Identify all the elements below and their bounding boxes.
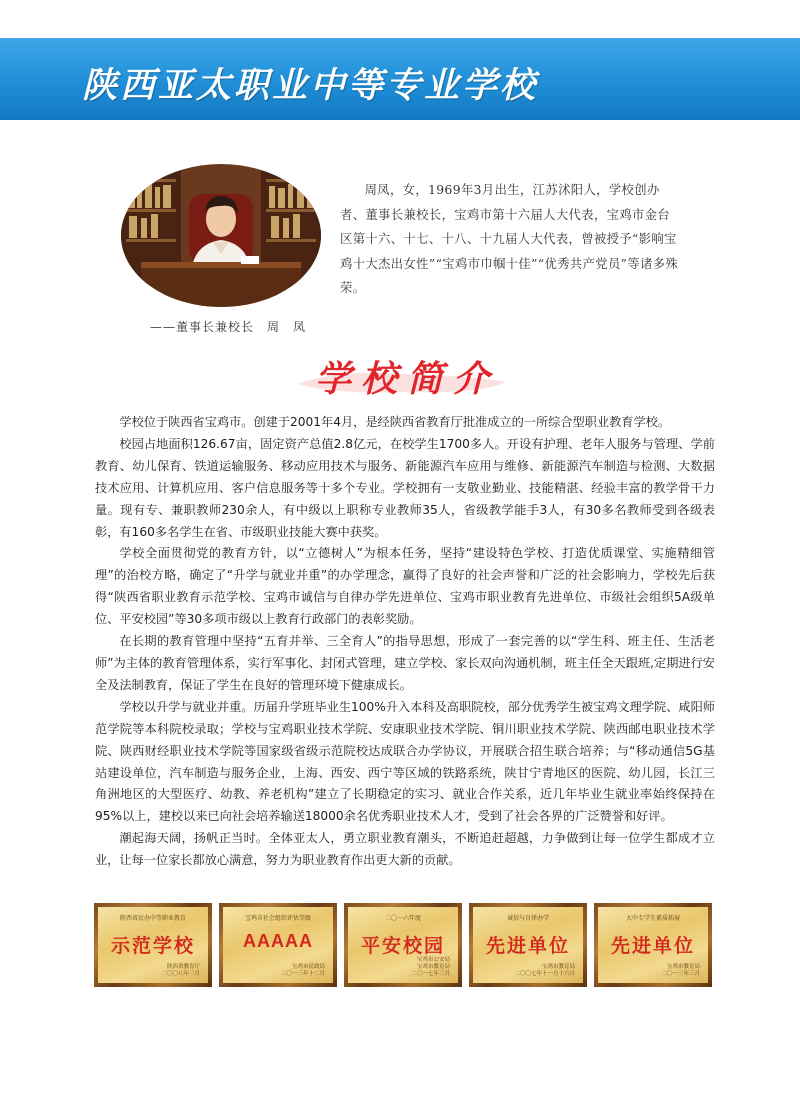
award-plaque (469, 903, 587, 987)
intro-paragraph: 学校全面贯彻党的教育方针，以“立德树人”为根本任务，坚持“建设特色学校、打造优质课堂、实施精细管理”的治校方略，确定了“升学与就业并重”的办学理念，赢得了良好的社会声誉和广泛的社会影响力，学校先后获得“陕西省职业教育示范学校、宝鸡市诚信与自律办学先进单位、宝鸡市职业教育先进单位、市级社会组织5A级单位、平安校园”等30多项市级以上教育行政部门的表彰奖励。 (95, 546, 715, 627)
award-date: 宝鸡市公安局 宝鸡市教育局 二〇一七年三月 (411, 957, 450, 977)
award-issuer-line: 诚信与自律办学 (506, 915, 549, 922)
award-plaque (344, 903, 462, 987)
principal-bio: 周凤，女，1969年3月出生，江苏沭阳人，学校创办者、董事长兼校长，宝鸡市第十六届人大代表，宝鸡市金台区第十六、十七、十八、十九届人大代表，曾被授予“影响宝鸡十大杰出女性”“宝鸡市巾帼十佳”“优秀共产党员”等诸多殊荣。 (340, 183, 679, 295)
award-issuer-line: 二〇一六年度 (384, 915, 421, 922)
award-title: 先进单位 (485, 935, 570, 957)
award-title: 先进单位 (610, 935, 695, 957)
award-date: 宝鸡市教育局 二〇一三年三月 (661, 964, 700, 977)
award-plaque (594, 903, 712, 987)
award-date: 宝鸡市民政局 二〇一三年十二月 (280, 964, 325, 977)
award-title: AAAAA (243, 931, 313, 951)
intro-paragraph: 学校位于陕西省宝鸡市。创建于2001年4月，是经陕西省教育厅批准成立的一所综合型职业教育学校。 (119, 415, 671, 429)
award-title: 平安校园 (360, 935, 445, 957)
award-issuer-line: 大中专学生素质拓展 (625, 915, 680, 922)
principal-portrait (121, 164, 321, 307)
intro-paragraph: 校园占地面积126.67亩，固定资产总值2.8亿元，在校学生1700多人。开设有护理、老年人服务与管理、学前教育、幼儿保育、铁道运输服务、移动应用技术与服务、新能源汽车应用与维修、新能源汽车制造与检测、大数据技术应用、计算机应用、客户信息服务等十多个专业。学校拥有一支敬业勤业、技能精湛、经验丰富的教学骨干力量。现有专、兼职教师230余人，有中级以上职称专业教师35人，省级教学能手3人，有30多名教师受到各级表彰，有160多名学生在省、市级职业技能大赛中获奖。 (95, 436, 715, 539)
award-issuer-line: 宝鸡市社会组织评估等级 (244, 915, 311, 922)
school-intro (95, 412, 715, 872)
award-plaques (94, 903, 712, 987)
award-date: 宝鸡市教育局 二〇〇七年十一月十六日 (514, 964, 575, 977)
section-title: 学校简介 (315, 359, 500, 400)
award-date: 陕西省教育厅 二〇〇八年三月 (161, 964, 200, 977)
intro-paragraph: 潮起海天阔，扬帆正当时。全体亚太人，勇立职业教育潮头，不断追赶超越，力争做到让每一位学生都成才立业，让每一位家长都放心满意，努力为职业教育作出更大新的贡献。 (95, 831, 715, 868)
award-plaque (219, 903, 337, 987)
intro-paragraph: 在长期的教育管理中坚持“五育并举、三全育人”的指导思想，形成了一套完善的以“学生科、班主任、生活老师”为主体的教育管理体系，实行军事化、封闭式管理，建立学校、家长双向沟通机制，班主任全天跟班,定期进行安全及法制教育，保证了学生在良好的管理环境下健康成长。 (95, 634, 715, 692)
award-title: 示范学校 (110, 935, 195, 957)
award-issuer-line: 陕西省民办中等职业教育 (119, 915, 186, 922)
award-plaque (94, 903, 212, 987)
page-title: 陕西亚太职业中等专业学校 (82, 66, 539, 106)
intro-paragraph: 学校以升学与就业并重。历届升学班毕业生100%升入本科及高职院校，部分优秀学生被宝鸡文理学院、咸阳师范学院等本科院校录取；学校与宝鸡职业技术学院、安康职业技术学院、铜川职业技术学院、陕西邮电职业技术学院、陕西财经职业技术学院等国家级省级示范院校达成联合办学协议，开展联合招生联合培养；与“移动通信5G基站建设单位，汽车制造与服务企业，上海、西安、西宁等区域的铁路系统，陕甘宁青地区的医院、幼儿园，长江三角洲地区的大型医疗、幼教、养老机构”建立了长期稳定的实习、就业合作关系，近几年毕业生就业率始终保持在95%以上，建校以来已向社会培养输送18000余名优秀职业技术人才，受到了社会各界的广泛赞誉和好评。 (95, 699, 715, 824)
portrait-caption: ——董事长兼校长 周 凤 (150, 320, 307, 334)
